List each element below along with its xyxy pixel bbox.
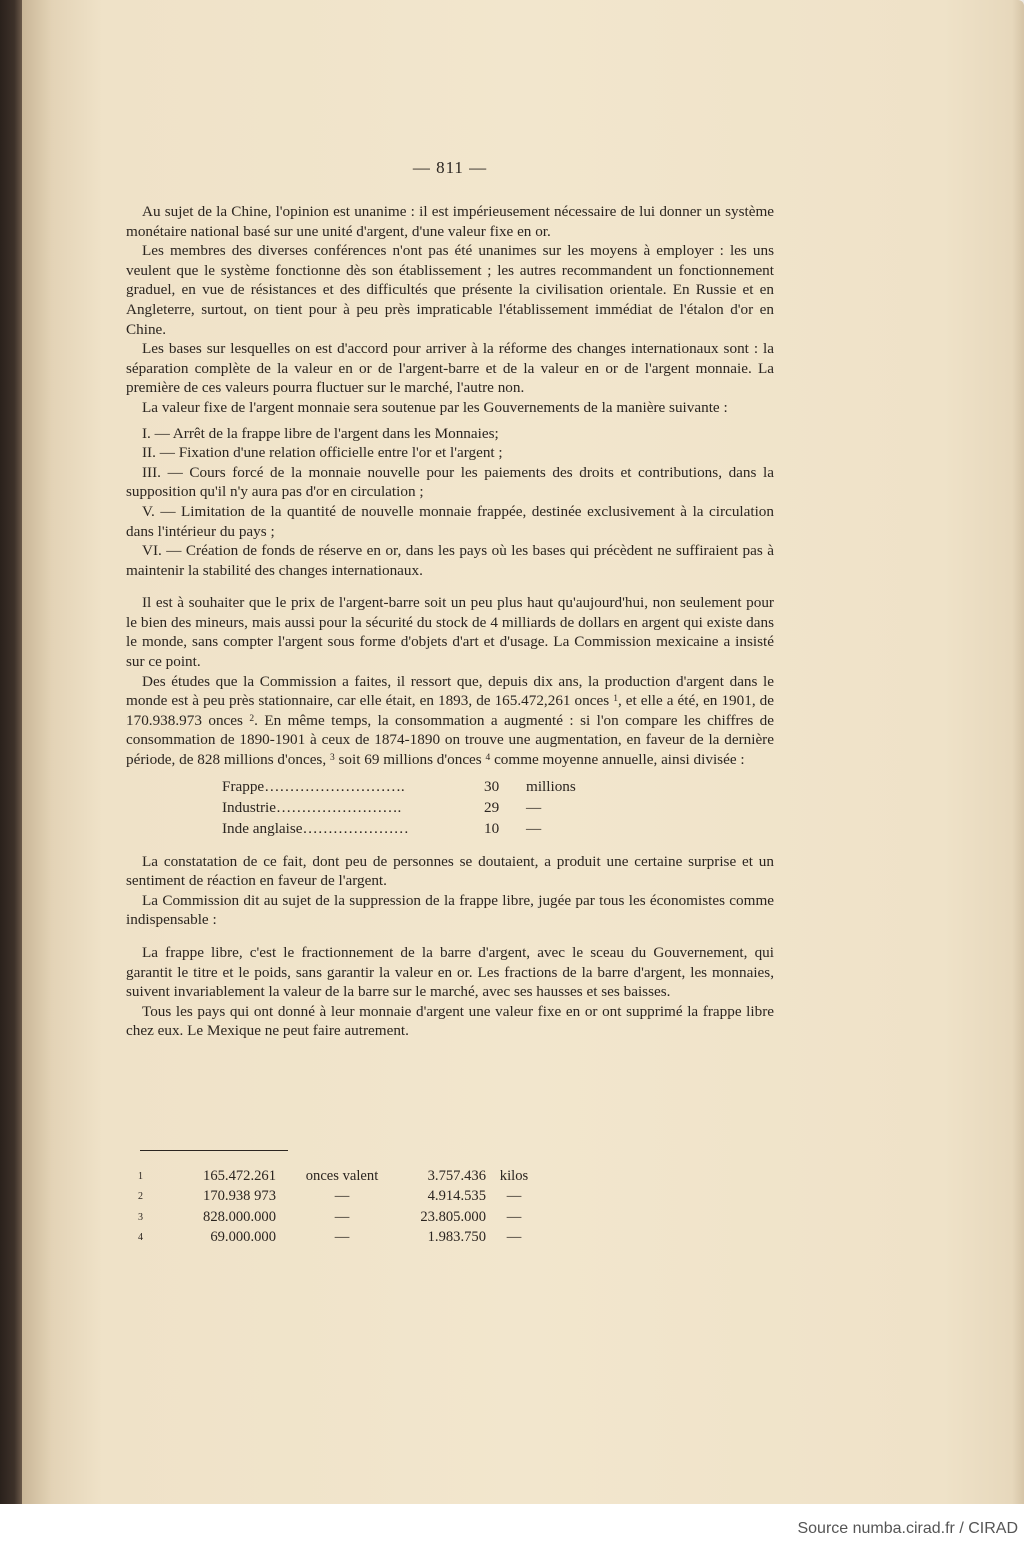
paragraph-production [126,672,774,770]
row-value: 29 [484,799,500,817]
source-credit: Source numba.cirad.fr / CIRAD [797,1520,1018,1537]
row-value: 10 [484,820,500,838]
footnote-ref: 3 [329,753,335,764]
text-run: soit 69 millions d'onces [334,751,482,769]
footnote-kilos: 3.757.436 [427,1168,486,1184]
footnote-kilos-unit: — [506,1229,522,1246]
measures-list [126,424,774,581]
paragraph: Il est à souhaiter que le prix de l'argent-barre soit un peu plus haut qu'aujourd'hui, non seulement pour le bien des mineurs, mais aussi pour la sécurité du stock de 4 milliards de dollars en argent qui existe dans le monde, sans compter l'argent sous forme d'objets d'art et d'usage. La Commission mexicaine a insisté sur ce point. [126,594,774,671]
table-row [222,797,606,818]
footnote-kilos-unit: kilos [499,1168,529,1184]
footnote-number: 2 [138,1191,143,1203]
consumption-table [222,776,606,839]
footnote-kilos: 4.914.535 [427,1188,486,1205]
text-run: Des études que la Commission a faites, il ressort que, depuis dix ans, la production d'argent dans le monde est à peu près stationnaire, car elle était, en 1893, de 165.472,261 onces [126,672,774,710]
text-run: , et elle a été, en 1901, de 170.938.973 onces [126,692,774,729]
text-run: . En même temps, la consommation a augmenté : si l'on compare les chiffres de consommation de 1890-1901 à ceux de 1874-1890 on trouve une augmentation, en faveur de la dernière période, de 828 millions d'onces, [126,711,774,769]
paragraph: Tous les pays qui ont donné à leur monnaie d'argent une valeur fixe en or ont supprimé la frappe libre chez eux. Le Mexique ne peut faire autrement. [126,1002,774,1040]
page-edge-shadow [1012,0,1024,1504]
footnote-ref: 2 [249,713,255,724]
footnote-kilos: 1.983.750 [427,1229,486,1246]
measure-item: I. — Arrêt de la frappe libre de l'argent dans les Monnaies; [142,424,499,442]
footnote-ounces: 170.938 973 [203,1188,276,1205]
paragraph: Au sujet de la Chine, l'opinion est unanime : il est impérieusement nécessaire de lui donner un système monétaire national basé sur une unité d'argent, d'une valeur fixe en or. [126,203,774,240]
footnote-ref: 1 [613,694,618,705]
quoted-paragraph: La frappe libre, c'est le fractionnement de la barre d'argent, avec le sceau du Gouvernement, qui garantit le titre et le poids, sans garantir la valeur en or. Les fractions de la barre d'argent, les monnaies, suivent invariablement la valeur de la barre sur le marché, avec ses hausses et ses baisses. [126,944,774,1001]
row-unit: — [526,820,542,838]
row-unit: millions [526,778,576,796]
measure-item: II. — Fixation d'une relation officielle entre l'or et l'argent ; [142,444,503,462]
footnote-number: 1 [138,1171,143,1182]
footnote-unit: — [334,1208,350,1225]
paragraph: La valeur fixe de l'argent monnaie sera soutenue par les Gouvernements de la manière suivante : [142,398,728,416]
page-number: — 811 — [412,158,488,177]
dot-leader: ………………… [302,820,409,838]
footnote-kilos-unit: — [506,1188,522,1205]
row-label: Frappe [222,778,265,796]
footnote-ounces: 69.000.000 [210,1229,276,1246]
dot-leader: ………………………. [264,778,405,796]
dot-leader: ……………………. [276,799,402,817]
footnote-kilos-unit: — [506,1208,522,1225]
footnote-kilos: 23.805.000 [420,1208,486,1225]
measure-item: VI. — Création de fonds de réserve en or, dans les pays où les bases qui précèdent ne suffiraient pas à maintenir la stabilité des changes internationaux. [126,542,774,579]
row-label: Industrie [222,799,276,817]
paragraph: Les bases sur lesquelles on est d'accord pour arriver à la réforme des changes internationaux sont : la séparation complète de la valeur en or de l'argent-barre et de la valeur en or de l'argent monnaie. La première de ces valeurs pourra fluctuer sur le marché, l'autre non. [126,340,774,397]
footnote-number: 3 [138,1211,143,1223]
footnote-row [138,1186,542,1206]
footnote-rule [140,1150,288,1151]
body-text [126,202,774,1041]
table-row [222,776,606,797]
footnote-ref: 4 [485,753,491,764]
footnote-unit: — [334,1188,350,1205]
footnote-row [138,1207,542,1227]
paragraph: Les membres des diverses conférences n'ont pas été unanimes sur les moyens à employer : les uns veulent que le système fonctionne dès son établissement ; les autres recommandent un fonctionnement graduel, en vue de résistances et des difficultés que présente la civilisation orientale. En Russie et en Angleterre, surtout, on tient pour à peu près impraticable l'établissement immédiat de l'étalon d'or en Chine. [126,242,774,338]
footnote-row [138,1227,542,1247]
row-unit: — [526,799,542,817]
footnote-unit: — [334,1229,350,1246]
row-label: Inde anglaise [222,820,303,838]
footnote-number: 4 [138,1232,143,1244]
paragraph: La Commission dit au sujet de la suppression de la frappe libre, jugée par tous les économistes comme indispensable : [126,891,774,929]
footnotes [138,1166,542,1248]
table-row [222,818,606,839]
measure-item: III. — Cours forcé de la monnaie nouvelle pour les paiements des droits et contributions, dans la supposition qu'il n'y aura pas d'or en circulation ; [126,463,774,501]
text-run: comme moyenne annuelle, ainsi divisée : [490,751,745,769]
row-value: 30 [484,778,500,796]
footnote-unit: onces valent [305,1168,379,1184]
footnote-ounces: 828.000.000 [203,1208,276,1225]
footnote-row [138,1166,542,1186]
footnote-ounces: 165.472.261 [203,1168,276,1184]
measure-item: V. — Limitation de la quantité de nouvelle monnaie frappée, destinée exclusivement à la circulation dans l'intérieur du pays ; [126,502,774,540]
footnote-table [138,1166,542,1248]
paragraph: La constatation de ce fait, dont peu de personnes se doutaient, a produit une certaine surprise et un sentiment de réaction en faveur de l'argent. [126,852,774,890]
book-page [22,0,1024,1504]
